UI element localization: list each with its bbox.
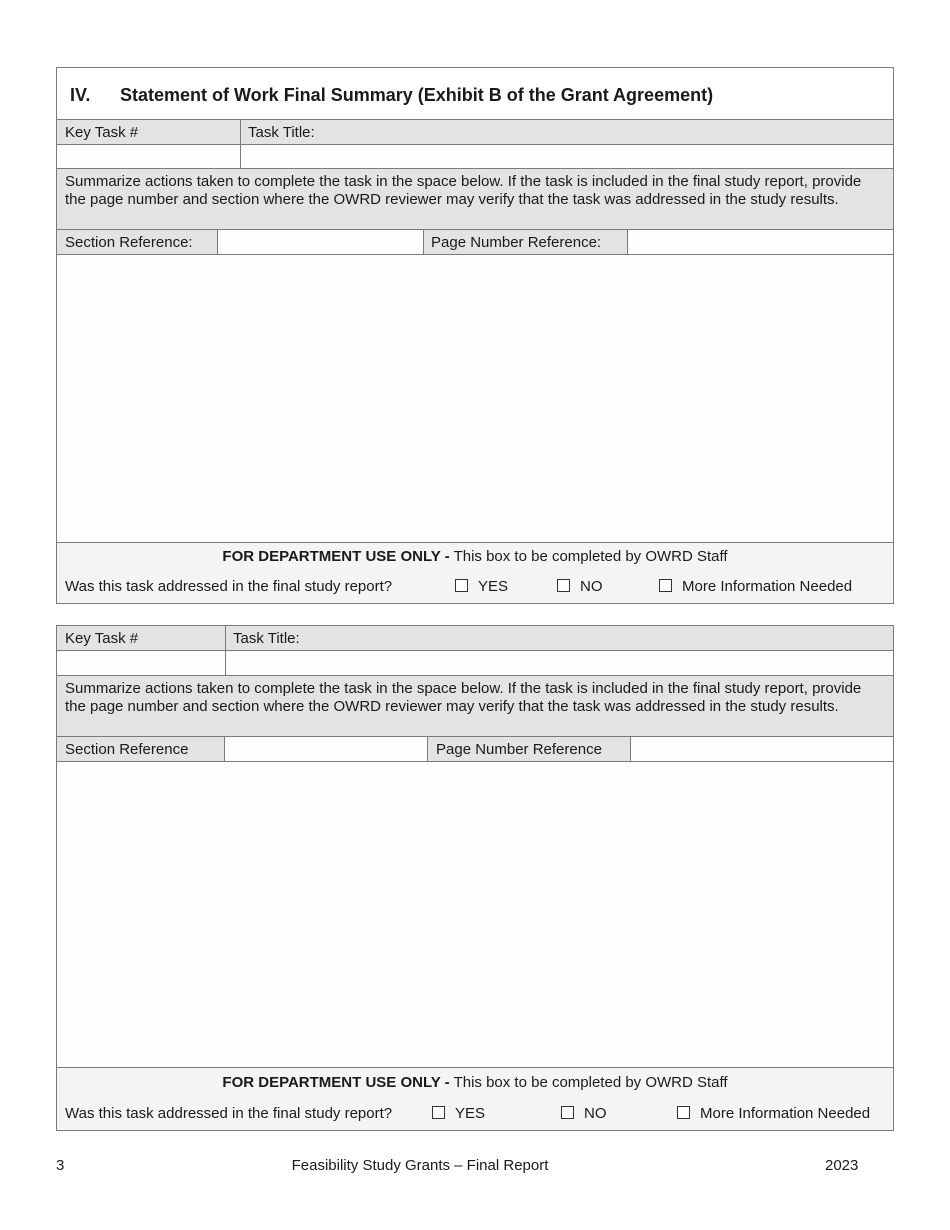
page-number-reference-label: Page Number Reference: <box>431 234 602 251</box>
page-number: 3 <box>56 1157 65 1174</box>
more-info-checkbox-option[interactable] <box>659 578 852 595</box>
page-number-reference-input[interactable] <box>628 230 893 254</box>
page-number-reference-input[interactable] <box>631 737 893 761</box>
task-addressed-question: Was this task addressed in the final study report? <box>65 1105 393 1122</box>
section-reference-label: Section Reference <box>65 741 189 758</box>
task-addressed-question: Was this task addressed in the final study report? <box>65 578 393 595</box>
section-reference-label: Section Reference: <box>65 234 193 251</box>
no-checkbox-option[interactable] <box>561 1105 607 1122</box>
no-checkbox-option[interactable] <box>557 578 603 595</box>
more-info-checkbox[interactable] <box>659 579 672 592</box>
more-info-checkbox-option[interactable] <box>677 1105 870 1122</box>
task-title-label: Task Title: <box>233 630 300 647</box>
department-use-heading <box>57 548 893 565</box>
department-use-note: This box to be completed by OWRD Staff <box>453 548 728 565</box>
key-task-label: Key Task # <box>65 124 139 141</box>
yes-label: YES <box>478 578 509 595</box>
section-reference-input[interactable] <box>225 737 427 761</box>
task-title-input[interactable] <box>226 651 893 675</box>
department-use-bold: FOR DEPARTMENT USE ONLY - <box>222 548 450 565</box>
yes-checkbox-option[interactable] <box>432 1105 485 1122</box>
page-number-reference-label: Page Number Reference <box>436 741 602 758</box>
yes-checkbox[interactable] <box>455 579 468 592</box>
no-checkbox[interactable] <box>561 1106 574 1119</box>
task-instructions: Summarize actions taken to complete the task in the space below. If the task is included in the final study report, provide the page number and section where the OWRD reviewer may verify that the task was addressed in the study results. <box>65 173 862 208</box>
key-task-label: Key Task # <box>65 630 139 647</box>
section-title: Statement of Work Final Summary (Exhibit B of the Grant Agreement) <box>120 85 714 105</box>
task-title-input[interactable] <box>241 145 893 168</box>
no-label: NO <box>580 578 603 595</box>
department-use-note: This box to be completed by OWRD Staff <box>453 1074 728 1091</box>
no-checkbox[interactable] <box>557 579 570 592</box>
footer-title: Feasibility Study Grants – Final Report <box>291 1157 549 1174</box>
section-reference-input[interactable] <box>218 230 423 254</box>
more-info-label: More Information Needed <box>700 1105 871 1122</box>
department-use-bold: FOR DEPARTMENT USE ONLY - <box>222 1074 450 1091</box>
footer-year: 2023 <box>825 1157 859 1174</box>
task-instructions: Summarize actions taken to complete the task in the space below. If the task is included in the final study report, provide the page number and section where the OWRD reviewer may verify that the task was addressed in the study results. <box>65 680 862 715</box>
task-form-1 <box>56 67 894 604</box>
yes-checkbox[interactable] <box>432 1106 445 1119</box>
key-task-input[interactable] <box>57 651 225 675</box>
task-summary-textarea[interactable] <box>57 762 893 1067</box>
section-number: IV. <box>70 85 91 105</box>
yes-checkbox-option[interactable] <box>455 578 508 595</box>
no-label: NO <box>584 1105 607 1122</box>
more-info-label: More Information Needed <box>682 578 853 595</box>
task-form-2 <box>56 625 894 1131</box>
task-title-label: Task Title: <box>248 124 315 141</box>
key-task-input[interactable] <box>57 145 240 168</box>
more-info-checkbox[interactable] <box>677 1106 690 1119</box>
task-summary-textarea[interactable] <box>57 255 893 542</box>
department-use-heading <box>57 1074 893 1091</box>
yes-label: YES <box>455 1105 486 1122</box>
